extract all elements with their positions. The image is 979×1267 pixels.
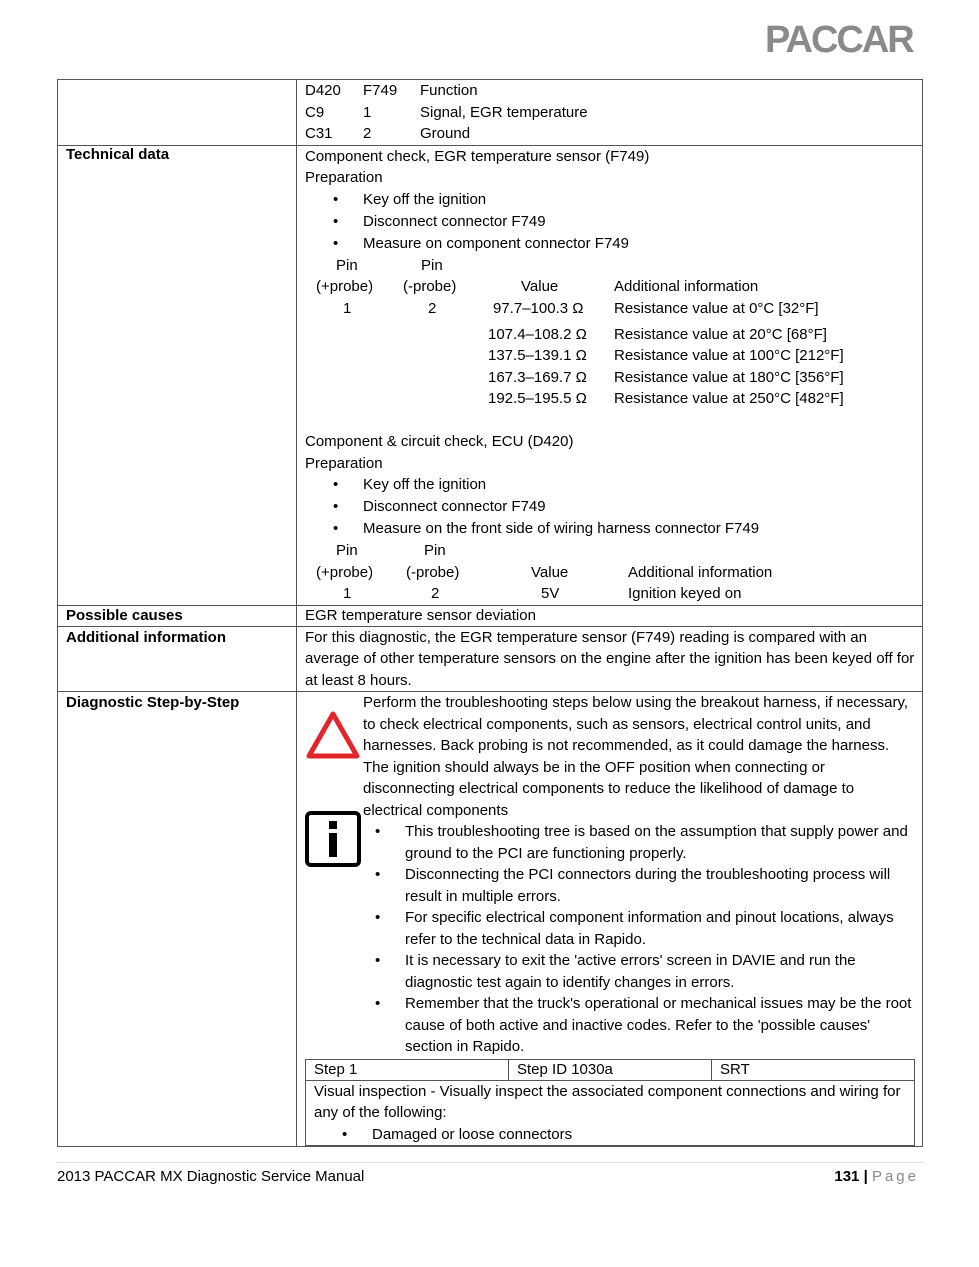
possible-causes-text: EGR temperature sensor deviation [297, 605, 923, 626]
pin-table-row-1 [305, 102, 916, 124]
footer-divider [57, 1162, 923, 1163]
col-info: Additional information [614, 278, 759, 295]
page-number: 131 [834, 1168, 860, 1185]
list-item-text: Damaged or loose connectors [372, 1125, 573, 1143]
col-probe2: (-probe) [406, 563, 460, 581]
section1-prep: Preparation [305, 169, 383, 186]
footer-title: 2013 PACCAR MX Diagnostic Service Manual [57, 1168, 365, 1185]
footer-page [834, 1168, 919, 1185]
warning-block [305, 692, 916, 821]
list-item [375, 821, 916, 864]
measure-header [305, 562, 916, 584]
bullet-icon: • [375, 995, 381, 1012]
diagnostic-row [58, 692, 923, 1147]
step-id: Step ID 1030a [509, 1059, 712, 1080]
pin-cell: C9 [305, 103, 325, 121]
bullet-icon: • [375, 952, 381, 969]
pin-cell: Signal, EGR temperature [420, 103, 588, 121]
list-item [305, 233, 916, 255]
resistance-info: Resistance value at 250°C [482°F] [614, 390, 844, 407]
diagnostic-table [57, 79, 923, 1147]
step-description: Visual inspection - Visually inspect the associated component connections and wiring for any of the following: [314, 1082, 901, 1121]
bullet-icon: • [375, 823, 381, 840]
pin-table-cell [297, 80, 923, 146]
possible-causes-row [58, 605, 923, 626]
step-header-row [306, 1059, 915, 1080]
warning-text: Perform the troubleshooting steps below using the breakout harness, if necessary, to check electrical components, such as sensors, electrical control units, and harnesses. Back probing is not recommended, as it could damage the harness. The ignition should always be in the OFF position when connecting or disconnecting electrical components to reduce the likelihood of damage to electrical components [363, 694, 909, 819]
col-pin1: Pin [336, 542, 358, 559]
bullet-icon: • [333, 476, 339, 493]
list-item [375, 864, 916, 907]
col-probe1: (+probe) [316, 278, 374, 295]
resistance-value: 192.5–195.5 Ω [488, 390, 587, 407]
additional-info-text: For this diagnostic, the EGR temperature sensor (F749) reading is compared with an average of other temperature sensors on the engine after the ignition has been keyed off for at least 8 hours. [297, 626, 923, 692]
measure-header [305, 276, 916, 298]
technical-data-row [58, 145, 923, 605]
pin-header-f749: F749 [363, 82, 398, 99]
info-block [305, 821, 916, 1058]
pin-cell: 2 [363, 125, 372, 142]
section2-title: Component & circuit check, ECU (D420) [305, 433, 574, 450]
section2-prep: Preparation [305, 454, 383, 472]
list-item-text: Remember that the truck's operational or mechanical issues may be the root cause of both active and inactive codes. Refer to the 'possible causes' section in Rapido. [405, 995, 912, 1055]
empty-label-cell [58, 80, 297, 146]
paccar-logo [765, 20, 925, 56]
list-item-text: Disconnecting the PCI connectors during the troubleshooting process will result in multiple errors. [405, 866, 891, 905]
list-item-text: Disconnect connector F749 [363, 212, 546, 230]
step-body-row [306, 1080, 915, 1146]
technical-data-label: Technical data [58, 145, 297, 605]
bullet-icon: • [333, 190, 339, 208]
list-item [305, 518, 916, 540]
probe2-value: 2 [431, 585, 440, 602]
measure-header-pin [305, 540, 916, 562]
list-item-text: This troubleshooting tree is based on the assumption that supply power and ground to the PCI are functioning properly. [405, 823, 908, 862]
pin-header-function: Function [420, 82, 478, 99]
col-probe1: (+probe) [316, 563, 374, 581]
possible-causes-label: Possible causes [58, 605, 297, 626]
list-item-text: Measure on component connector F749 [363, 234, 629, 252]
bullet-icon: • [375, 866, 381, 883]
bullet-icon: • [333, 520, 339, 537]
list-item [375, 907, 916, 950]
col-value: Value [521, 278, 559, 295]
list-item-text: For specific electrical component information and pinout locations, always refer to the technical data in Rapido. [405, 909, 894, 948]
diagnostic-label: Diagnostic Step-by-Step [58, 692, 297, 1147]
resistance-info: Resistance value at 100°C [212°F] [614, 347, 844, 364]
list-item [375, 993, 916, 1058]
page-separator: | [863, 1168, 868, 1185]
list-item-text: Key off the ignition [363, 190, 487, 208]
probe1-value: 1 [343, 585, 352, 602]
warning-triangle-icon [305, 710, 361, 762]
measure-row [305, 345, 916, 367]
measure-row [305, 367, 916, 389]
logo-text: PACCAR [765, 20, 913, 56]
resistance-info: Resistance value at 180°C [356°F] [614, 368, 844, 386]
bullet-icon: • [333, 498, 339, 515]
pin-table-header [305, 80, 916, 102]
pin-header-d420: D420 [305, 82, 341, 99]
step-table [305, 1059, 915, 1147]
col-pin2: Pin [421, 256, 443, 274]
step-body [306, 1080, 915, 1146]
resistance-info: Resistance value at 20°C [68°F] [614, 325, 827, 343]
list-item [375, 950, 916, 993]
page-label: Page [871, 1168, 919, 1185]
probe1-value: 1 [343, 299, 352, 317]
section1-title: Component check, EGR temperature sensor (F749) [305, 147, 650, 165]
list-item [305, 474, 916, 496]
list-item-text: It is necessary to exit the 'active errors' screen in DAVIE and run the diagnostic test again to identify changes in errors. [405, 952, 856, 991]
voltage-value: 5V [541, 585, 560, 602]
list-item-text: Key off the ignition [363, 476, 487, 493]
bullet-icon: • [375, 909, 381, 926]
step-srt: SRT [712, 1059, 915, 1080]
additional-info-row [58, 626, 923, 692]
bullet-icon: • [333, 234, 339, 252]
additional-info-label: Additional information [58, 626, 297, 692]
list-item-text: Disconnect connector F749 [363, 498, 546, 515]
bullet-icon: • [342, 1125, 348, 1143]
pin-table-row-2 [305, 123, 916, 145]
info-list [375, 821, 916, 1058]
resistance-value: 107.4–108.2 Ω [488, 325, 587, 343]
info-icon [305, 811, 361, 867]
voltage-info: Ignition keyed on [628, 585, 742, 602]
col-value: Value [531, 563, 569, 581]
probe2-value: 2 [428, 299, 437, 317]
col-pin2: Pin [424, 542, 446, 559]
col-info: Additional information [628, 563, 773, 581]
list-item [305, 211, 916, 233]
measure-header-pin [305, 255, 916, 277]
list-item-text: Measure on the front side of wiring harness connector F749 [363, 520, 760, 537]
pin-cell: C31 [305, 125, 333, 142]
col-probe2: (-probe) [403, 278, 457, 295]
bullet-icon: • [333, 212, 339, 230]
diagnostic-cell [297, 692, 923, 1147]
measure-row [305, 583, 916, 605]
measure-row [305, 298, 916, 320]
measure-row [305, 324, 916, 346]
technical-data-cell [297, 145, 923, 605]
resistance-info: Resistance value at 0°C [32°F] [614, 299, 819, 317]
list-item [305, 189, 916, 211]
pin-table-row [58, 80, 923, 146]
resistance-value: 167.3–169.7 Ω [488, 368, 587, 386]
step-number: Step 1 [306, 1059, 509, 1080]
resistance-value: 97.7–100.3 Ω [493, 299, 584, 317]
col-pin1: Pin [336, 256, 358, 274]
pin-cell: 1 [363, 103, 372, 121]
list-item [305, 496, 916, 518]
measure-row [305, 388, 916, 410]
pin-cell: Ground [420, 125, 471, 142]
list-item [314, 1124, 906, 1146]
resistance-value: 137.5–139.1 Ω [488, 347, 587, 364]
